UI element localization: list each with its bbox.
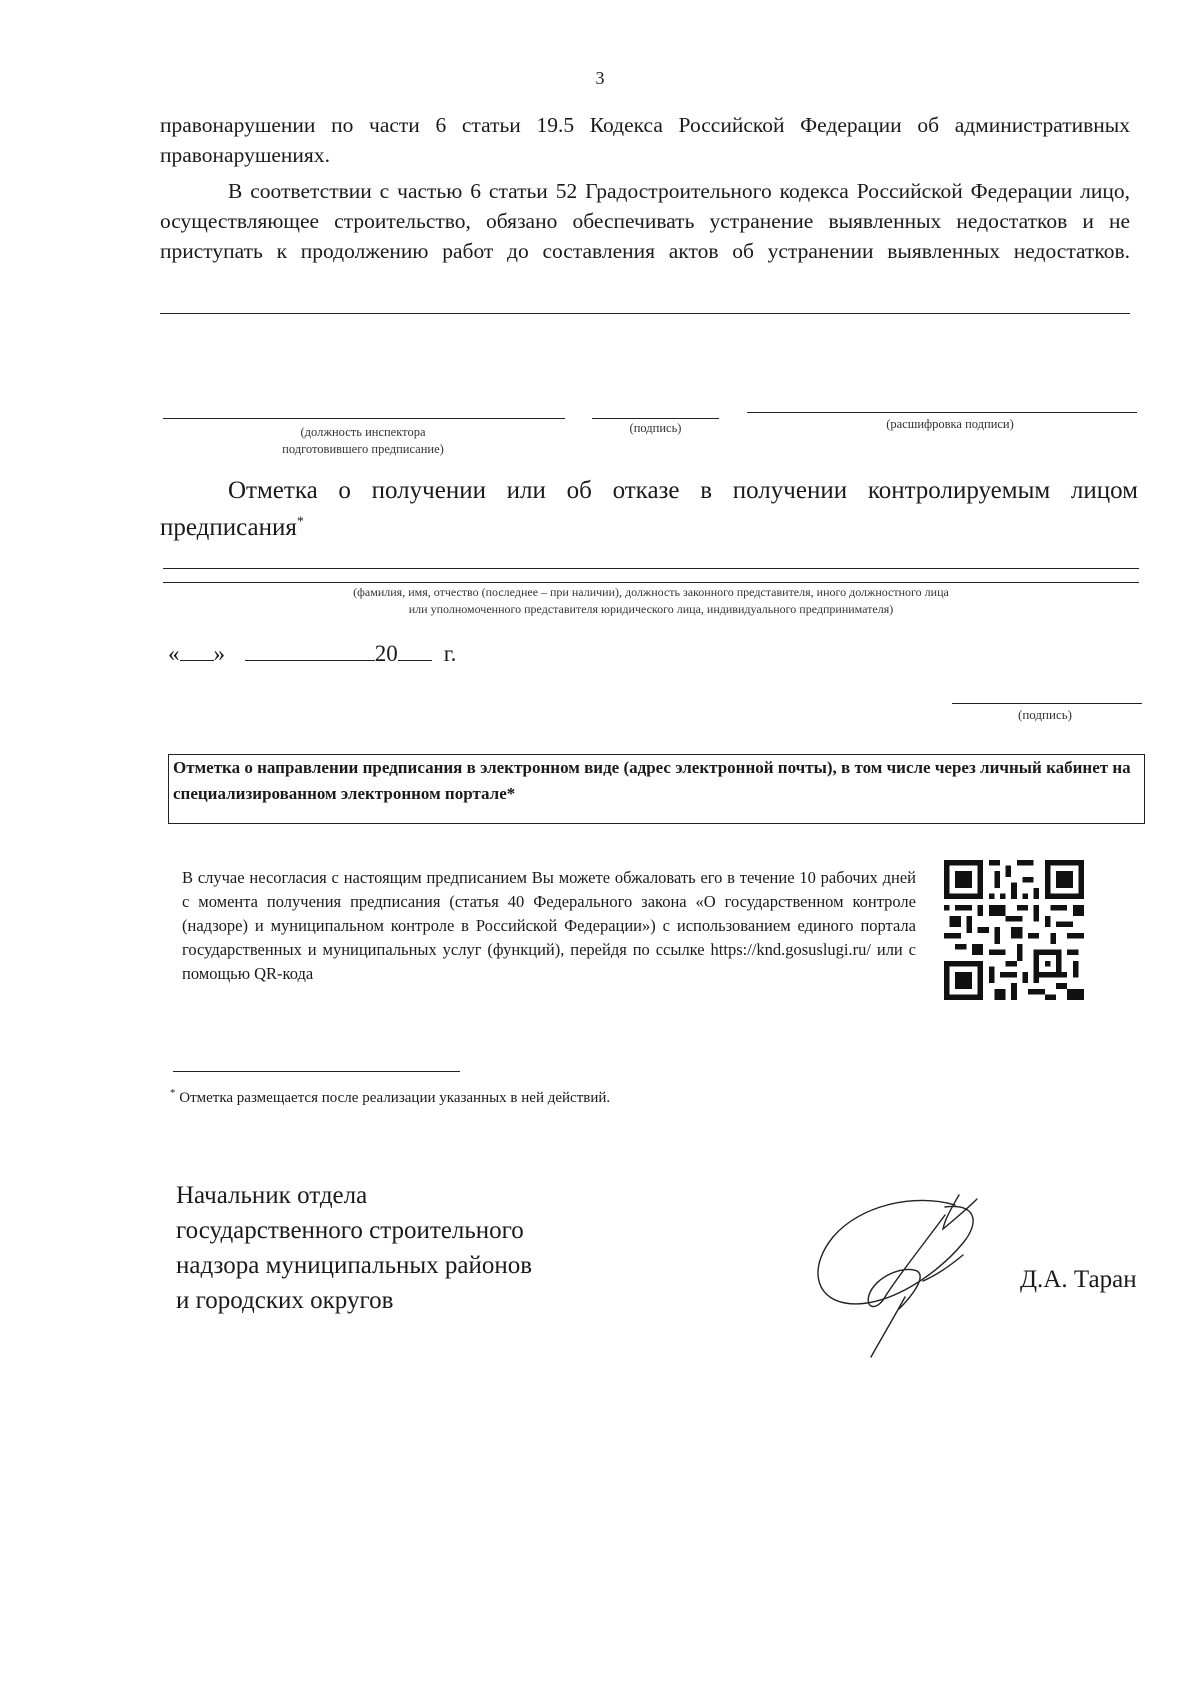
- page-number: 3: [595, 68, 605, 88]
- inspector-signature-caption: (подпись): [629, 421, 682, 435]
- obligation-paragraph: В соответствии с частью 6 статьи 52 Градостроительного кодекса Российской Федерации лицо, осуществляющее строительство, обязано обеспечивать устранение выявленных недостатков и не приступать к продолжению работ до составления актов об устранении выявленных недостатков.: [160, 179, 1130, 263]
- inspector-decryption-caption: (расшифровка подписи): [886, 417, 1014, 431]
- receipt-caption: (фамилия, имя, отчество (последнее – при наличии), должность законного представителя, иного должностного лица или уполномоченного представителя юридического лица, индивидуального предпринимателя): [353, 585, 949, 616]
- signer-name: Д.А. Таран: [1020, 1266, 1137, 1293]
- signer-title: Начальник отдела государственного строительного надзора муниципальных районов и городских округов: [176, 1182, 533, 1314]
- receipt-signature-line: [952, 703, 1142, 704]
- footnote: * Отметка размещается после реализации указанных в ней действий.: [170, 1087, 611, 1106]
- inspector-position-line: [163, 418, 565, 419]
- receipt-heading-mark: *: [296, 514, 304, 530]
- receipt-signature-caption: (подпись): [1018, 707, 1072, 722]
- qr-code-icon[interactable]: [944, 860, 1084, 1000]
- receipt-name-line: [163, 568, 1139, 569]
- inspector-signature-line: [592, 418, 719, 419]
- blank-line: [160, 313, 1130, 314]
- electronic-notice-box: [168, 754, 1145, 824]
- handwritten-signature: [805, 1185, 1020, 1360]
- electronic-notice-text: Отметка о направлении предписания в электронном виде (адрес электронной почты), в том числе через личный кабинет на специализированном электронном портале*: [173, 758, 1131, 803]
- appeal-paragraph: В случае несогласия с настоящим предписанием Вы можете обжаловать его в течение 10 рабочих дней с момента получения предписания (статья 40 Федерального закона «О государственном контроле (надзоре) и муниципальном контроле в Российской Федерации») с использованием единого портала государственных и муниципальных услуг (функций), перейдя по ссылке https://knd.gosuslugi.ru/ или с помощью QR-кода: [182, 868, 916, 983]
- intro-paragraph: правонарушении по части 6 статьи 19.5 Кодекса Российской Федерации об административных правонарушениях.: [160, 113, 1130, 167]
- receipt-name-line-2: [163, 582, 1139, 583]
- inspector-position-caption: (должность инспектора подготовившего предписание): [282, 425, 444, 456]
- footnote-separator: [173, 1071, 460, 1072]
- inspector-decryption-line: [747, 412, 1137, 413]
- receipt-date: « » 20 г.: [168, 638, 456, 667]
- receipt-heading: Отметка о получении или об отказе в получении контролируемым лицом предписания*: [160, 477, 1138, 541]
